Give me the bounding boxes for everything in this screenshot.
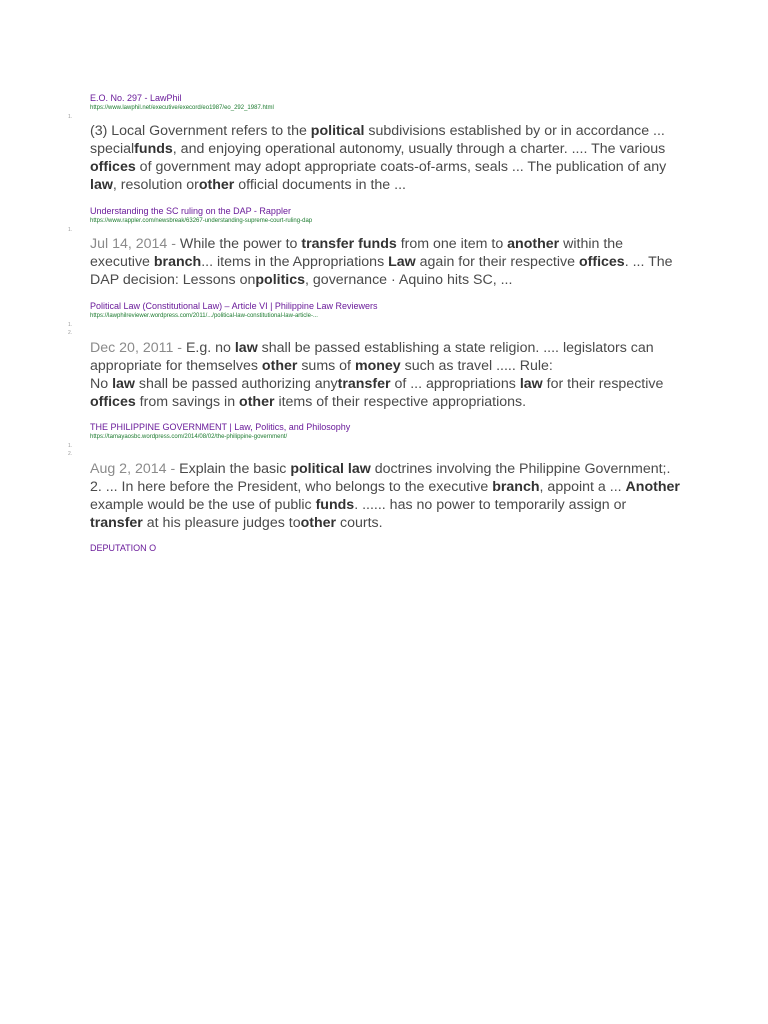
snippet-text: again for their respective: [415, 254, 579, 270]
highlighted-keyword: money: [354, 358, 401, 374]
list-number: 2.: [68, 330, 73, 336]
snippet-text: No: [90, 376, 113, 392]
result-date: Dec 20, 2011 -: [90, 340, 186, 356]
highlighted-keyword: offices: [578, 254, 625, 270]
highlighted-keyword: law: [112, 376, 135, 392]
result-snippet: [90, 460, 680, 532]
result-snippet: [90, 235, 680, 289]
result-url: https://lawphilreviewer.wordpress.com/2011/.../political-law-constitutional-law-article-...: [90, 313, 318, 319]
result-url: https://tamayaosbc.wordpress.com/2014/08/02/the-philippine-government/: [90, 434, 288, 440]
highlighted-keyword: offices: [90, 159, 136, 175]
result-snippet: [90, 339, 680, 411]
snippet-text: such as travel ..... Rule:: [400, 358, 553, 374]
list-number: 1.: [68, 443, 73, 449]
highlighted-keyword: branch: [492, 479, 540, 495]
result-date: Jul 14, 2014 -: [90, 236, 180, 252]
highlighted-keyword: other: [198, 177, 235, 193]
highlighted-keyword: law: [90, 177, 113, 193]
snippet-text: subdivisions established by or in accordance ... special: [90, 123, 665, 157]
result-date: Aug 2, 2014 -: [90, 461, 180, 477]
result-title-link[interactable]: E.O. No. 297 - LawPhil: [90, 93, 182, 103]
highlighted-keyword: funds: [134, 141, 173, 157]
snippet-text: , appoint a ...: [539, 479, 626, 495]
snippet-text: Explain the basic: [179, 461, 291, 477]
highlighted-keyword: politics: [255, 272, 306, 288]
result-url: https://www.lawphil.net/executive/execord/eo1987/eo_292_1987.html: [90, 105, 274, 111]
highlighted-keyword: other: [239, 394, 275, 410]
highlighted-keyword: Law: [388, 254, 416, 270]
snippet-text: from one item to: [396, 236, 508, 252]
snippet-text: from savings in: [135, 394, 240, 410]
list-number: 1.: [68, 114, 73, 120]
result-snippet: [90, 122, 680, 194]
result-title-link[interactable]: Political Law (Constitutional Law) – Article VI | Philippine Law Reviewers: [90, 301, 378, 311]
snippet-text: ... items in the Appropriations: [201, 254, 389, 270]
highlighted-keyword: transfer funds: [301, 236, 397, 252]
highlighted-keyword: another: [507, 236, 560, 252]
snippet-text: . ... The DAP decision: Lessons on: [90, 254, 673, 288]
snippet-text: While the power to: [179, 236, 302, 252]
snippet-text: E.g. no: [185, 340, 235, 356]
snippet-text: of ... appropriations: [390, 376, 520, 392]
result-title-link[interactable]: Understanding the SC ruling on the DAP - Rappler: [90, 206, 291, 216]
highlighted-keyword: funds: [315, 497, 355, 513]
result-title-link[interactable]: THE PHILIPPINE GOVERNMENT | Law, Politics, and Philosophy: [90, 422, 351, 432]
highlighted-keyword: other: [261, 358, 298, 374]
trailing-result-link[interactable]: DEPUTATION O: [90, 543, 157, 553]
snippet-text: (3) Local Government refers to the: [90, 123, 311, 139]
result-url: https://www.rappler.com/newsbreak/63267-understanding-supreme-court-ruling-dap: [90, 218, 313, 224]
snippet-text: , governance · Aquino hits SC, ...: [305, 272, 513, 288]
highlighted-keyword: law: [519, 376, 543, 392]
snippet-text: , resolution or: [112, 177, 199, 193]
highlighted-keyword: political: [310, 123, 365, 139]
snippet-text: at his pleasure judges to: [142, 515, 301, 531]
snippet-text: shall be passed authorizing any: [134, 376, 338, 392]
snippet-text: , and enjoying operational autonomy, usually through a charter. .... The various: [172, 141, 666, 157]
snippet-text: courts.: [336, 515, 383, 531]
highlighted-keyword: transfer: [337, 376, 391, 392]
snippet-text: official documents in the ...: [234, 177, 406, 193]
snippet-text: doctrines involving the Philippine Government;. 2. ... In here before the President, who belongs to the executive: [90, 461, 671, 495]
snippet-text: shall be passed establishing a state religion. .... legislators can appropriate for themselves: [90, 340, 654, 374]
list-number: 2.: [68, 451, 73, 457]
snippet-text: for their respective: [542, 376, 664, 392]
highlighted-keyword: branch: [153, 254, 202, 270]
snippet-text: items of their respective appropriations.: [274, 394, 527, 410]
snippet-text: of government may adopt appropriate coats-of-arms, seals ... The publication of any: [135, 159, 667, 175]
snippet-text: within the executive: [90, 236, 624, 270]
snippet-text: sums of: [297, 358, 355, 374]
snippet-text: . ...... has no power to temporarily assign or: [354, 497, 627, 513]
highlighted-keyword: Another: [625, 479, 680, 495]
highlighted-keyword: offices: [90, 394, 136, 410]
list-number: 1.: [68, 322, 73, 328]
snippet-text: example would be the use of public: [90, 497, 316, 513]
list-number: 1.: [68, 227, 73, 233]
highlighted-keyword: political law: [290, 461, 371, 477]
highlighted-keyword: other: [300, 515, 337, 531]
highlighted-keyword: transfer: [90, 515, 143, 531]
highlighted-keyword: law: [234, 340, 258, 356]
